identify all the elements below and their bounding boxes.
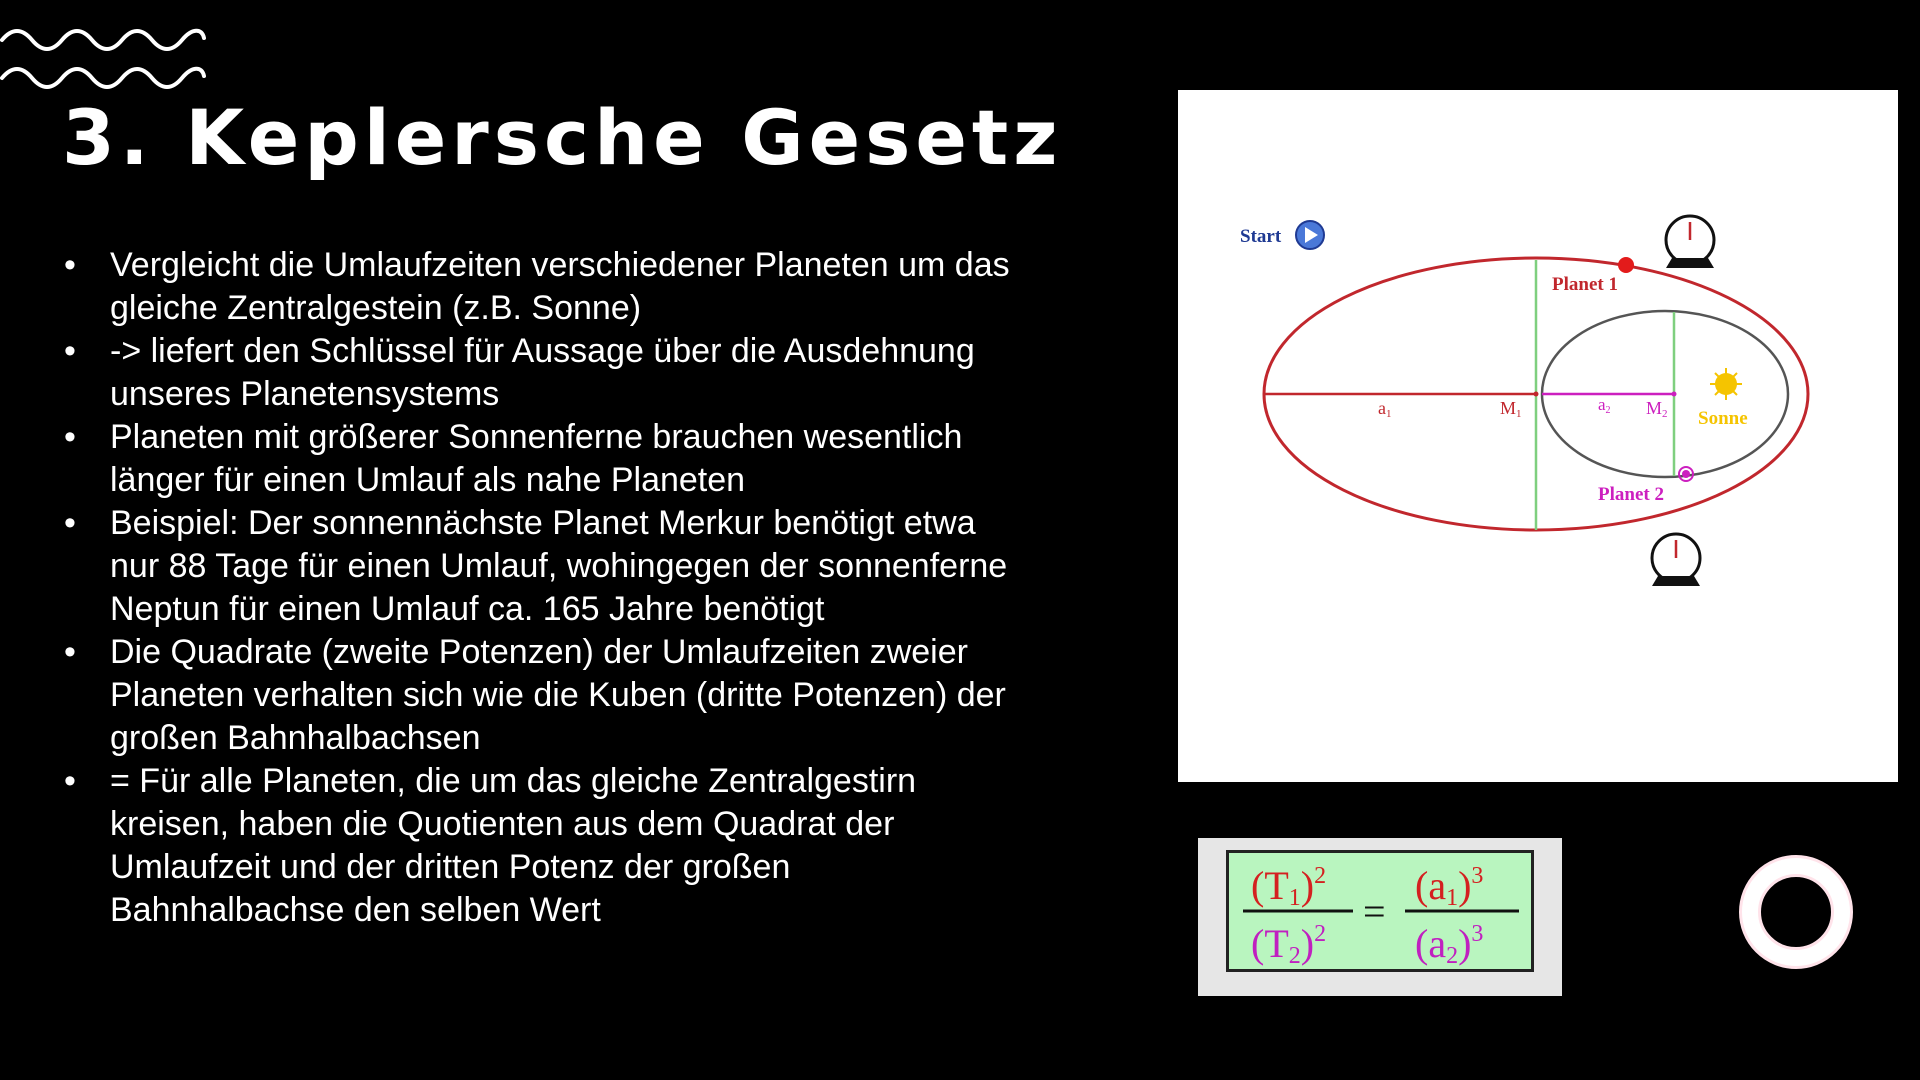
stopwatch-icon-bottom bbox=[1652, 534, 1700, 586]
planet1-dot bbox=[1618, 257, 1634, 273]
bullet-line: unseres Planetensystems bbox=[110, 375, 500, 413]
center-m2-dot bbox=[1672, 392, 1677, 397]
bullet-line: = Für alle Planeten, die um das gleiche Zentralgestirn bbox=[110, 762, 917, 800]
formula-denominator-right: $(a2)^3$ bbox=[1415, 921, 1484, 969]
formula-denominator-left: $(T2)^2$ bbox=[1251, 921, 1327, 969]
label-planet1: Planet 1 bbox=[1552, 274, 1618, 295]
bullet-dot-icon: • bbox=[64, 246, 76, 284]
decorative-waves bbox=[0, 14, 210, 94]
label-sun: Sonne bbox=[1698, 408, 1748, 429]
bullet-list bbox=[62, 244, 1072, 932]
start-button-icon[interactable] bbox=[1296, 221, 1324, 249]
bullet-item bbox=[62, 416, 1072, 502]
bullet-line: großen Bahnhalbachsen bbox=[110, 719, 481, 757]
formula-equals: = bbox=[1363, 889, 1386, 934]
bullet-line: Planeten verhalten sich wie die Kuben (dritte Potenzen) der bbox=[110, 676, 1006, 714]
label-planet2: Planet 2 bbox=[1598, 484, 1664, 505]
formula-panel bbox=[1198, 838, 1562, 996]
orbit-diagram-panel bbox=[1178, 90, 1898, 782]
bullet-dot-icon: • bbox=[64, 332, 76, 370]
kepler-formula bbox=[1229, 853, 1531, 969]
decorative-ring bbox=[1738, 854, 1854, 970]
orbit-diagram bbox=[1178, 90, 1898, 782]
bullet-dot-icon: • bbox=[64, 633, 76, 671]
bullet-line: Planeten mit größerer Sonnenferne brauchen wesentlich bbox=[110, 418, 963, 456]
bullet-dot-icon: • bbox=[64, 762, 76, 800]
bullet-item bbox=[62, 631, 1072, 760]
label-a2: a2 bbox=[1598, 395, 1611, 416]
bullet-line: Umlaufzeit und der dritten Potenz der großen bbox=[110, 848, 791, 886]
bullet-item bbox=[62, 244, 1072, 330]
bullet-dot-icon: • bbox=[64, 504, 76, 542]
stopwatch-icon-top bbox=[1666, 216, 1714, 268]
bullet-line: -> liefert den Schlüssel für Aussage über die Ausdehnung bbox=[110, 332, 975, 370]
bullet-line: länger für einen Umlauf als nahe Planeten bbox=[110, 461, 746, 499]
label-m2: M2 bbox=[1646, 398, 1668, 420]
bullet-line: Vergleicht die Umlaufzeiten verschiedener Planeten um das bbox=[110, 246, 1010, 284]
sun-icon bbox=[1710, 368, 1742, 400]
formula-numerator-left: $(T1)^2$ bbox=[1251, 863, 1327, 911]
bullet-item bbox=[62, 760, 1072, 932]
bullet-item bbox=[62, 502, 1072, 631]
kepler-formula-box bbox=[1226, 850, 1534, 972]
bullet-line: Bahnhalbachse den selben Wert bbox=[110, 891, 601, 929]
label-m1: M1 bbox=[1500, 398, 1522, 420]
bullet-line: Beispiel: Der sonnennächste Planet Merkur benötigt etwa bbox=[110, 504, 976, 542]
slide-title: 3. Keplersche Gesetz bbox=[62, 93, 1063, 182]
center-m1-dot bbox=[1534, 392, 1539, 397]
bullet-line: gleiche Zentralgestein (z.B. Sonne) bbox=[110, 289, 642, 327]
bullet-dot-icon: • bbox=[64, 418, 76, 456]
bullet-line: Die Quadrate (zweite Potenzen) der Umlaufzeiten zweier bbox=[110, 633, 968, 671]
label-a1: a1 bbox=[1378, 398, 1392, 420]
bullet-line: kreisen, haben die Quotienten aus dem Quadrat der bbox=[110, 805, 895, 843]
start-label[interactable]: Start bbox=[1240, 226, 1282, 247]
bullet-item bbox=[62, 330, 1072, 416]
bullet-line: nur 88 Tage für einen Umlauf, wohingegen der sonnenferne bbox=[110, 547, 1008, 585]
bullet-line: Neptun für einen Umlauf ca. 165 Jahre benötigt bbox=[110, 590, 825, 628]
formula-numerator-right: $(a1)^3$ bbox=[1415, 863, 1484, 911]
